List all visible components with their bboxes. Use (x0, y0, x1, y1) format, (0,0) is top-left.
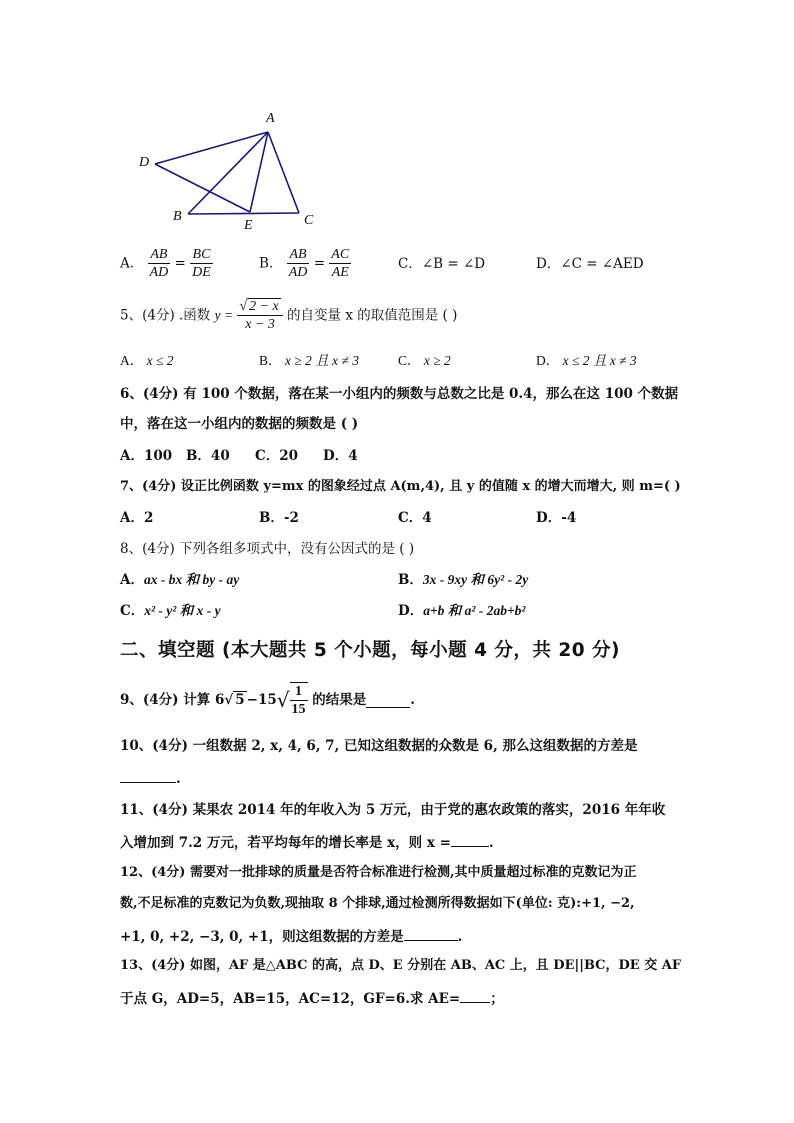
q5-option-b: B． x ≥ 2 且 x ≠ 3 (259, 353, 359, 368)
fraction: $\frac{√ 2 - x}{x - 3}$ (237, 298, 282, 333)
segment-ac (268, 132, 299, 213)
q5-option-d: D． x ≤ 2 且 x ≠ 3 (536, 353, 637, 368)
question-suffix: 的结果是 (312, 692, 367, 708)
q4-option-d (536, 255, 644, 273)
function-name: y = (214, 307, 234, 323)
point-label-d: D (139, 155, 150, 170)
answer-blank[interactable] (120, 768, 176, 783)
fraction: $\frac{AC}{AE}$ (331, 247, 350, 280)
q8-stem: 8、(4分) 下列各组多项式中，没有公因式的是 ( ) (120, 541, 415, 557)
fraction: $\frac{BC}{DE}$ (192, 247, 211, 280)
equals-sign: = (313, 255, 325, 272)
q13-stem-line1: 13、(4分) 如图，AF 是△ABC 的高，点 D、E 分别在 AB、AC 上，且 DE||BC，DE 交 AF (120, 958, 682, 973)
q8-option-d: D．a+b 和 a² - 2ab+b² (398, 603, 526, 619)
point-label-c: C (304, 213, 314, 228)
section-heading: 二、填空题 (本大题共 5 个小题，每小题 4 分，共 20 分) (120, 640, 620, 661)
equals-sign: = (174, 255, 186, 272)
question-suffix: 的自变量 x 的取值范围是 ( ) (287, 307, 458, 324)
triangle-figure (130, 108, 330, 238)
answer-blank[interactable] (404, 926, 458, 941)
q8-option-a: A．ax - bx 和 by - ay (120, 572, 240, 588)
option-letter: C． (398, 256, 422, 272)
fraction: $\frac{AB}{AD}$ (288, 247, 308, 280)
q6-option-b: B．40 (186, 448, 230, 464)
q7-stem: 7、(4分) 设正比例函数 y=mx 的图象经过点 A(m,4), 且 y 的值随 x 的增大而增大, 则 m=( ) (120, 479, 681, 494)
fraction: $\frac{AB}{AD}$ (149, 247, 169, 280)
q12-stem-line2: 数,不足标准的克数记为负数,现抽取 8 个排球,通过检测所得数据如下(单位: 克):+1, −2, (120, 896, 635, 911)
option-letter: A． (120, 255, 144, 272)
segment-bc (188, 213, 299, 214)
question-prefix: 5、(4分) .函数 (120, 307, 211, 324)
question-prefix: 9、(4分) 计算 6 (120, 692, 225, 708)
segment-ae (250, 132, 268, 212)
q4-option-c (398, 255, 485, 273)
q6-option-a: A．100 (120, 448, 173, 464)
q10-stem: 10、(4分) 一组数据 2, x, 4, 6, 7, 已知这组数据的众数是 6, 那么这组数据的方差是 (120, 738, 638, 754)
q8-option-b: B．3x - 9xy 和 6y² - 2y (398, 572, 529, 588)
q11-stem-line1: 11、(4分) 某果农 2014 年的年收入为 5 万元，由于党的惠农政策的落实，2016 年年收 (120, 802, 666, 818)
point-label-b: B (173, 209, 182, 224)
q5-option-a: A． x ≤ 2 (120, 353, 174, 368)
fraction: $\frac{1}{15}$ (291, 684, 306, 717)
answer-blank[interactable] (460, 988, 490, 1003)
q7-option-d: D．-4 (536, 510, 577, 526)
q7-option-c: C．4 (398, 510, 432, 526)
segment-de (155, 164, 250, 212)
point-label-e: E (244, 218, 253, 233)
q7-option-a: A．2 (120, 510, 154, 526)
q6-option-c: C．20 (255, 448, 299, 464)
operator: −15 (246, 692, 277, 708)
point-label-a: A (266, 111, 275, 126)
q5-option-c: C． x ≥ 2 (398, 353, 451, 368)
q4-option-a (120, 246, 213, 281)
q13-stem-line2: 于点 G，AD=5，AB=15，AC=12，GF=6.求 AE= ； (120, 988, 504, 1008)
segment-da (155, 132, 268, 164)
option-text: ∠C = ∠AED (560, 256, 644, 272)
q12-stem-line1: 12、(4分) 需要对一批排球的质量是否符合标准进行检测,其中质量超过标准的克数记为正 (120, 865, 637, 880)
q4-option-b (259, 246, 351, 281)
q6-option-d: D．4 (323, 448, 358, 464)
radicand: 5 (235, 692, 245, 708)
option-text: ∠B = ∠D (421, 256, 486, 272)
answer-blank[interactable] (451, 832, 489, 847)
q5-stem (120, 298, 457, 333)
answer-blank[interactable] (366, 693, 410, 708)
q6-stem-line1: 6、(4分) 有 100 个数据，落在某一小组内的频数与总数之比是 0.4，那么在这 100 个数据 (120, 386, 679, 402)
option-letter: B． (259, 255, 283, 272)
q9-stem: 9、(4分) 计算 6√ 5 −15√ $\frac{1}{15}$ 的结果是 . (120, 684, 415, 717)
q12-stem-line3: +1, 0, +2, −3, 0, +1，则这组数据的方差是 . (120, 926, 462, 946)
q11-stem-line2: 入增加到 7.2 万元，若平均每年的增长率是 x，则 x = . (120, 832, 494, 852)
q6-stem-line2: 中，落在这一小组内的数据的频数是 ( ) (120, 416, 359, 432)
q10-answer-line: . (120, 768, 181, 788)
q7-option-b: B．-2 (259, 510, 299, 526)
q8-option-c: C．x² - y² 和 x - y (120, 603, 221, 619)
option-letter: D． (536, 256, 561, 272)
